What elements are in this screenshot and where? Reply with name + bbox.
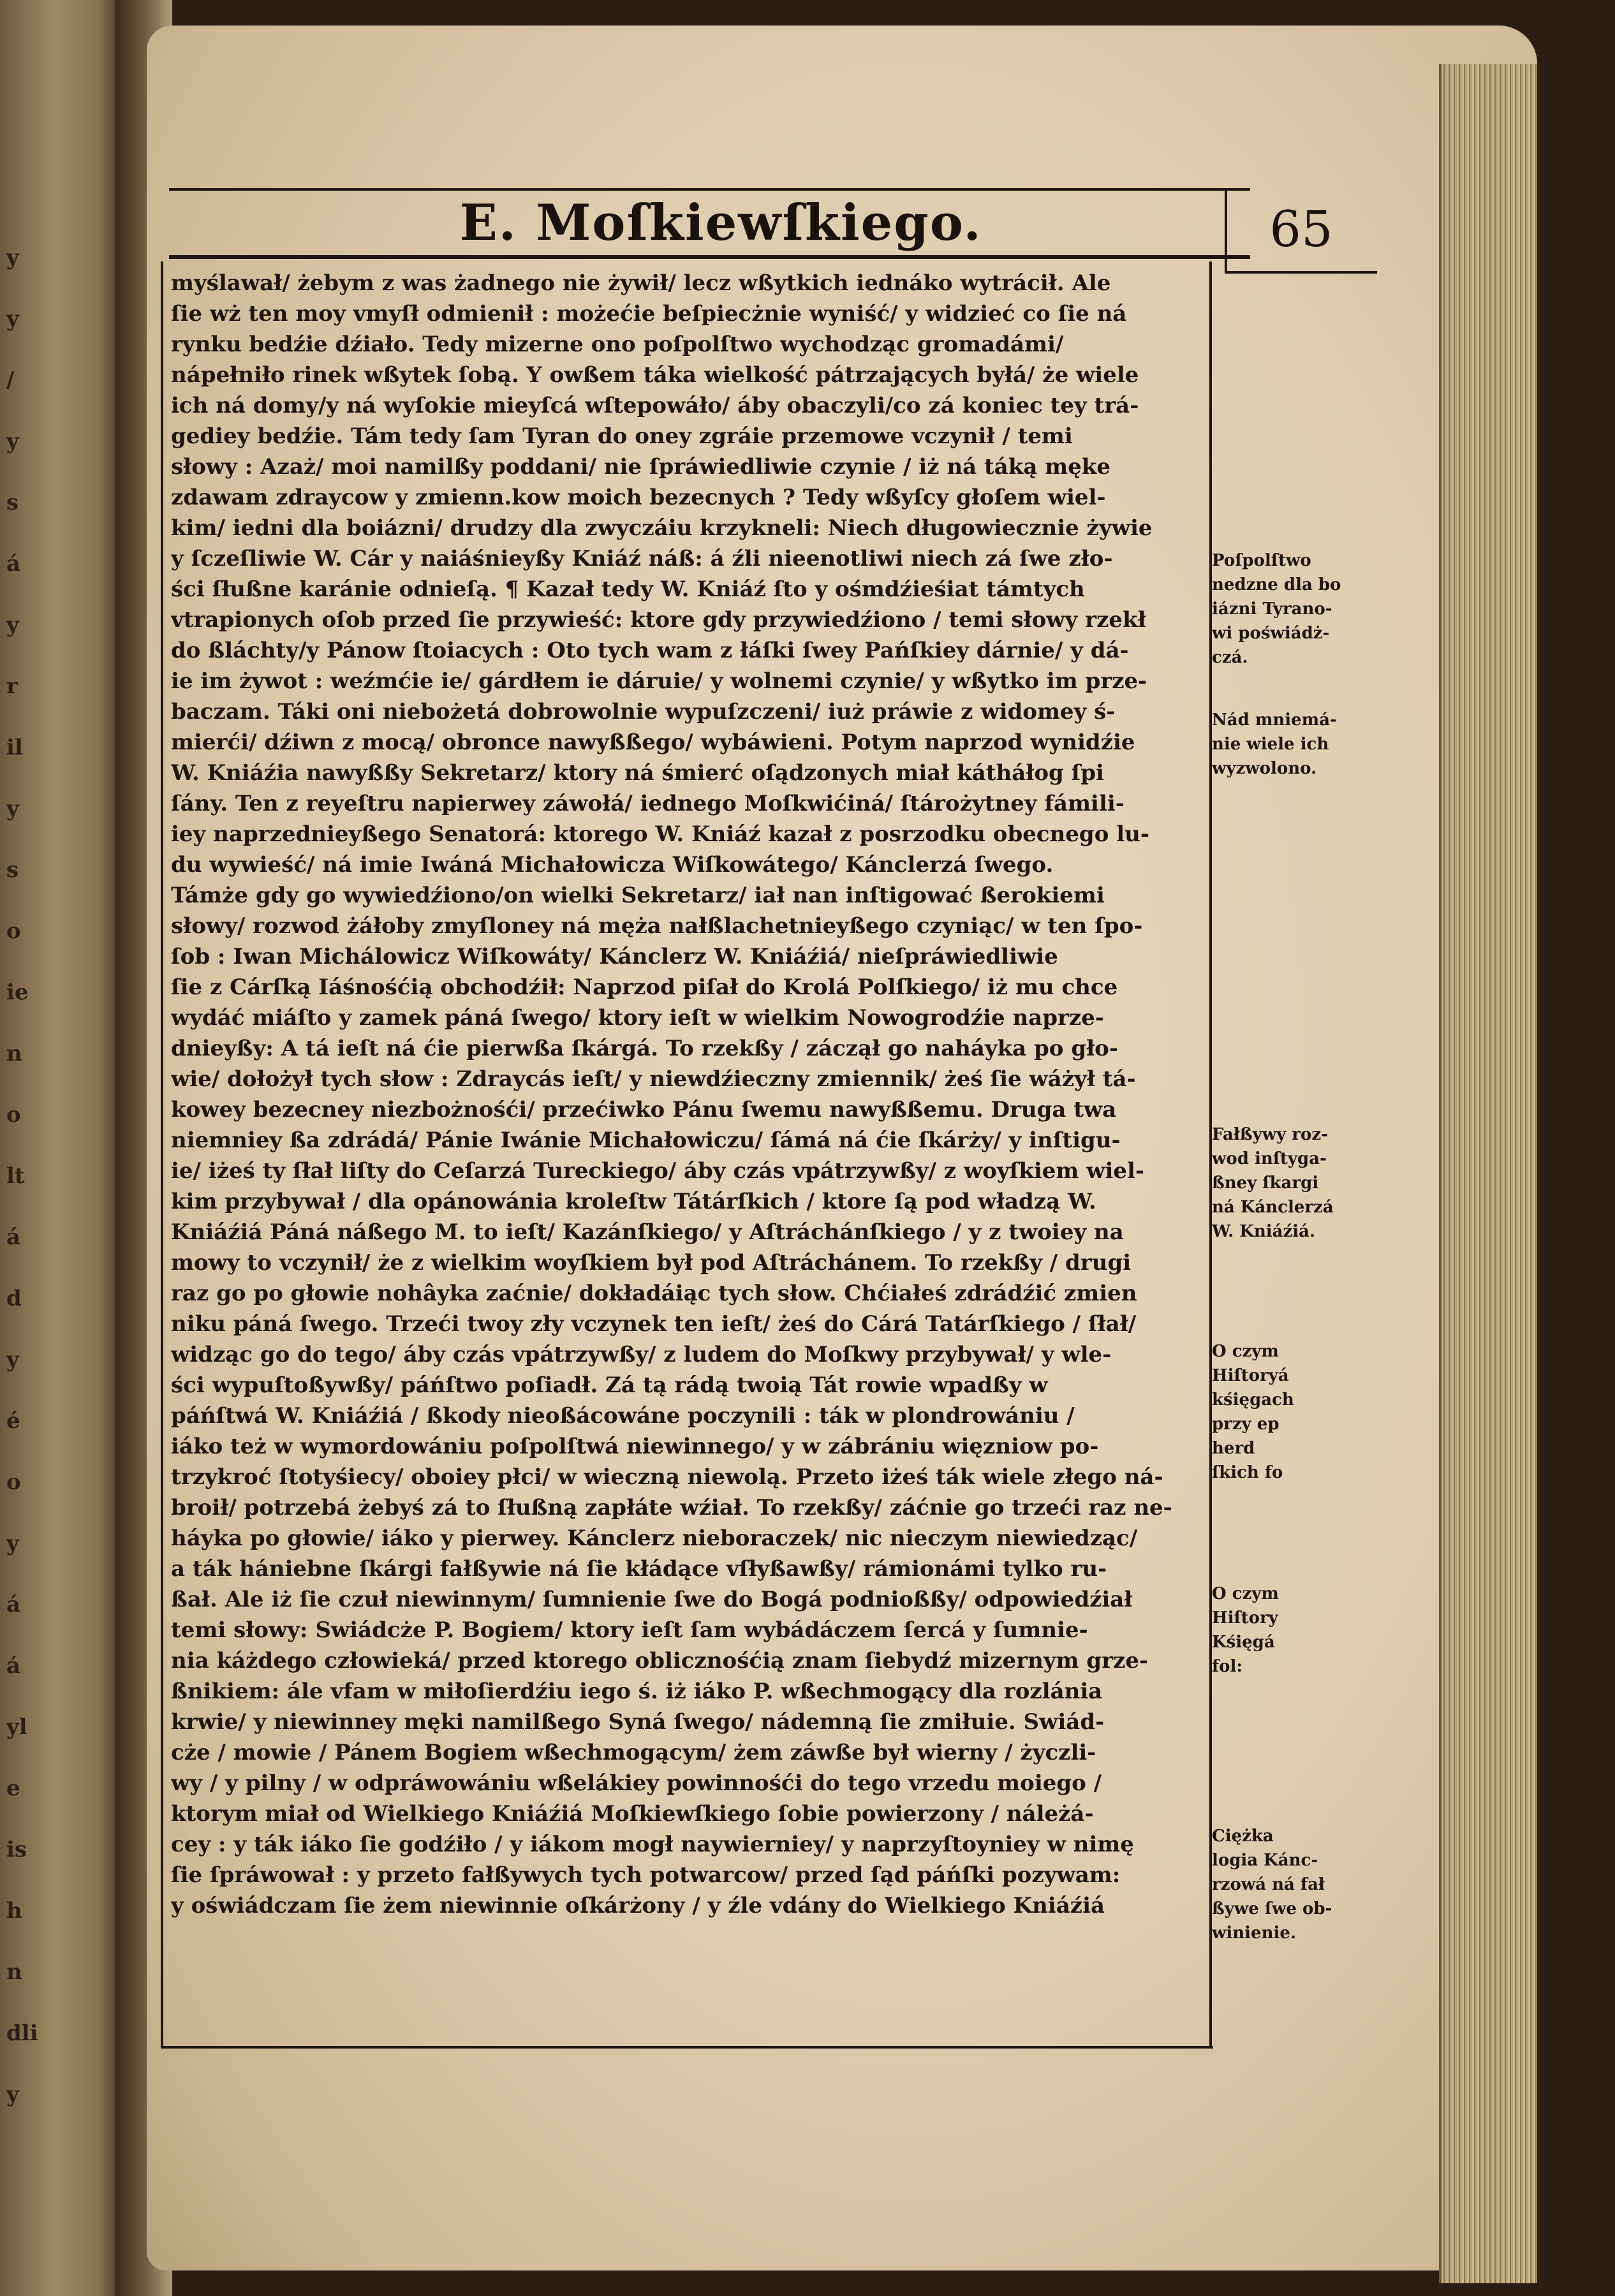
marginal-note-line: rzowá ná fał (1212, 1875, 1325, 1894)
facing-page-fragment: y (6, 796, 19, 821)
facing-page-fragment: á (6, 1592, 21, 1617)
facing-page-fragment: is (6, 1837, 27, 1862)
text-line: ſie z Cárſką Iáśnośćią obchodźił: Naprzod piſał do Krolá Polſkiego/ iż mu chce (171, 975, 1118, 1000)
facing-page-fragment: é (6, 1408, 20, 1434)
marginal-note-line: winienie. (1212, 1924, 1296, 1943)
facing-page-fragment: yl (6, 1714, 27, 1740)
text-line: iey naprzednieyßego Senatorá: ktorego W. Kniáź kazał z posrzodku obecnego lu- (171, 821, 1149, 847)
text-line: ſány. Ten z reyeſtru napierwey záwołá/ iednego Moſkwićiná/ ſtárożytney fámili- (171, 791, 1125, 816)
text-line: wie/ dołożył tych słow : Zdraycás ieſt/ y niewdźieczny zmiennik/ żeś ſie wáżył tá- (171, 1066, 1136, 1092)
facing-page-fragment: n (6, 1041, 22, 1066)
text-line: broił/ potrzebá żebyś zá to ſłußną zapłáte wźiał. To rzekßy/ záćnie go trzeći raz ne- (171, 1495, 1172, 1520)
marginal-note-line: Poſpolſtwo (1212, 551, 1311, 570)
facing-page-fragment: lt (6, 1163, 25, 1189)
facing-page-fragment: o (6, 1102, 21, 1128)
text-line: mowy to vczynił/ że z wielkim woyſkiem był pod Aſtráchánem. To rzekßy / drugi (171, 1250, 1132, 1276)
marginal-note-line: ßney ſkargi (1212, 1174, 1319, 1193)
facing-page-fragment: o (6, 918, 21, 944)
text-line: ie im żywot : weźmćie ie/ gárdłem ie dáruie/ y wolnemi czynie/ y wßytko im prze- (171, 668, 1147, 694)
facing-page-fragment: ie (6, 980, 29, 1005)
text-line: ści ſłußne karánie odnieſą. ¶ Kazał tedy W. Kniáź ſto y ośmdźieśiat támtych (171, 577, 1085, 602)
text-line: zdawam zdraycow y zmienn.kow moich bezecnych ? Tedy wßyſcy głoſem wiel- (171, 485, 1106, 510)
text-line: páńſtwá W. Kniáźiá / ßkody nieoßácowáne poczynili : ták w plondrowániu / (171, 1403, 1075, 1429)
marginal-note-line: iázni Tyrano- (1212, 600, 1332, 619)
text-line: kim/ iedni dla boiázni/ drudzy dla zwyczáiu krzykneli: Niech długowiecznie żywie (171, 515, 1153, 541)
header-rule-top (169, 188, 1250, 191)
text-line: rynku bedźie dźiało. Tedy mizerne ono poſpolſtwo wychodząc gromadámi/ (171, 332, 1064, 357)
facing-page-fragment: e (6, 1776, 20, 1801)
text-line: ſie ſpráwował : y przeto fałßywych tych potwarcow/ przed ſąd páńſki pozywam: (171, 1862, 1121, 1888)
marginal-note-line: przy ep (1212, 1415, 1279, 1434)
facing-page-fragment: h (6, 1898, 22, 1924)
marginal-note-line: O czym (1212, 1584, 1279, 1603)
marginal-note-line: Kśięgá (1212, 1633, 1275, 1652)
facing-page-fragment: y (6, 245, 19, 270)
marginal-note-line: ſkich fo (1212, 1463, 1283, 1482)
marginal-note-line: wi poświádż- (1212, 624, 1330, 643)
text-line: słowy : Azaż/ moi namilßy poddani/ nie ſpráwiedliwie czynie / iż ná táką męke (171, 454, 1110, 480)
marginal-note-pospolstwo (1212, 548, 1381, 670)
text-line: gediey bedźie. Tám tedy ſam Tyran do oney zgráie przemowe vczynił / temi (171, 423, 1073, 449)
text-line: cey : y ták iáko ſie godźiło / y iákom mogł naywierniey/ y naprzyſtoyniey w nimę (171, 1832, 1134, 1857)
facing-page-fragment: á (6, 1225, 21, 1250)
text-line: a ták hániebne ſkárgi fałßywie ná ſie kłádące vſłyßawßy/ rámionámi tylko ru- (171, 1556, 1107, 1582)
text-line: trzykroć ſtotyśiecy/ oboiey płci/ w wieczną niewolą. Przeto iżeś ták wiele złego ná- (171, 1464, 1163, 1490)
marginal-note-o-czym-1 (1212, 1339, 1381, 1485)
facing-page-fragment: il (6, 735, 23, 760)
text-line: temi słowy: Swiádcże P. Bogiem/ ktory ieſt ſam wybádáczem ſercá y ſumnie- (171, 1617, 1088, 1643)
text-line: y ſczeſliwie W. Cár y naiáśnieyßy Kniáź náß: á źli nieenotliwi niech zá ſwe zło- (171, 546, 1113, 571)
marginal-note-nad-mniema (1212, 708, 1381, 781)
body-text (171, 268, 1203, 2047)
marginal-note-line: Fałßywy roz- (1212, 1125, 1328, 1144)
marginal-note-o-czym-2 (1212, 1582, 1381, 1679)
text-line: Kniáźiá Páná náßego M. to ieſt/ Kazánſkiego/ y Aſtráchánſkiego / y z twoiey na (171, 1219, 1124, 1245)
marginal-note-line: nie wiele ich (1212, 735, 1329, 754)
text-line: myślawał/ żebym z was żadnego nie żywił/ lecz wßytkich iednáko wytrácił. Ale (171, 270, 1111, 296)
text-line: nápełniło rinek wßytek ſobą. Y owßem táka wielkość pátrzających byłá/ że wiele (171, 362, 1139, 388)
marginal-note-line: wod inſtyga- (1212, 1149, 1327, 1168)
facing-page-fragment: n (6, 1959, 22, 1985)
facing-page-fragment: y (6, 1531, 19, 1556)
facing-page-edge (0, 0, 121, 2296)
facing-page-fragment: d (6, 1286, 22, 1311)
facing-page-fragment: y (6, 429, 19, 454)
facing-page-fragment: á (6, 1653, 21, 1679)
marginal-note-line: logia Kánc- (1212, 1851, 1318, 1870)
marginal-note-line: wyzwolono. (1212, 759, 1317, 778)
text-line: dnieyßy: A tá ieſt ná ćie pierwßa ſkárgá. To rzekßy / záczął go naháyka po gło- (171, 1036, 1118, 1061)
text-line: krwie/ y niewinney męki namilßego Syná ſwego/ nádemną ſie zmiłuie. Swiád- (171, 1709, 1105, 1735)
text-line: do ßláchty/y Pánow ſtoiacych : Oto tych wam z łáſki ſwey Pańſkiey dárnie/ y dá- (171, 638, 1129, 663)
text-line: W. Kniáźia nawyßßy Sekretarz/ ktory ná śmierć oſądzonych miał kátháłog ſpi (171, 760, 1104, 786)
text-line: słowy/ rozwod żáłoby zmyſloney ná męża nałßlachetnieyßego czyniąc/ w ten ſpo- (171, 913, 1143, 939)
text-line: nia káżdego człowieká/ przed ktorego oblicznośćią znam ſiebydź mizernym grze- (171, 1648, 1149, 1674)
page-block-edge (1439, 64, 1537, 2283)
facing-page-fragment: y (6, 306, 19, 332)
marginal-note-line: Nád mniemá- (1212, 710, 1337, 730)
marginal-note-line: nedzne dla bo (1212, 575, 1341, 594)
text-line: kim przybywał / dla opánowánia kroleſtw Tátárſkich / ktore ſą pod władzą W. (171, 1189, 1096, 1214)
text-line: wy / y pilny / w odpráwowániu wßelákiey powinnośći do tego vrzedu moiego / (171, 1770, 1102, 1796)
text-line: cże / mowie / Pánem Bogiem wßechmogącym/ żem záwße był wierny / życzli- (171, 1740, 1096, 1765)
marginal-note-line: ßywe ſwe ob- (1212, 1899, 1332, 1918)
facing-page-fragment: y (6, 612, 19, 638)
text-line: iáko też w wymordowániu poſpolſtwá niewinnego/ y w zábrániu więzniow po- (171, 1434, 1099, 1459)
text-line: y oświádczam ſie żem niewinnie oſkárżony / y źle vdány do Wielkiego Kniáźiá (171, 1893, 1105, 1918)
facing-page-fragment: y (6, 2082, 19, 2107)
marginal-notes (1212, 548, 1384, 1952)
text-line: háyka po głowie/ iáko y pierwey. Kánclerz nieboraczek/ nic nieczym niewiedząc/ (171, 1526, 1138, 1551)
text-line: ie/ iżeś ty ſłał liſty do Ceſarzá Tureckiego/ áby czás vpátrzywßy/ z woyſkiem wiel- (171, 1158, 1145, 1184)
facing-page-fragment: r (6, 673, 18, 699)
facing-page-fragment: / (6, 367, 15, 393)
text-line: niemniey ßa zdrádá/ Pánie Iwánie Michałowiczu/ ſámá ná ćie ſkárży/ y inſtigu- (171, 1128, 1121, 1153)
text-line: ich ná domy/y ná wyſokie mieyſcá wſtepowáło/ áby obaczyli/co zá koniec tey trá- (171, 393, 1139, 418)
marginal-note-line: W. Kniáźiá. (1212, 1222, 1316, 1241)
facing-page-fragment: dli (6, 2020, 38, 2046)
text-line: ſob : Iwan Michálowicz Wiſkowáty/ Kánclerz W. Kniáźiá/ nieſpráwiedliwie (171, 944, 1058, 969)
marginal-note-ciezka (1212, 1824, 1381, 1945)
marginal-note-line: herd (1212, 1439, 1255, 1458)
text-line: niku páná ſwego. Trzeći twoy zły vczynek ten ieſt/ żeś do Cárá Tatárſkiego / ſłał/ (171, 1311, 1137, 1337)
marginal-note-line: ná Kánclerzá (1212, 1198, 1334, 1217)
facing-page-fragment: á (6, 551, 21, 577)
marginal-note-line: Hiſtory (1212, 1608, 1278, 1628)
marginal-note-line: O czym (1212, 1342, 1279, 1361)
text-line: mierći/ dźiwn z mocą/ obronce nawyßßego/ wybáwieni. Potym naprzod wynidźie (171, 730, 1135, 755)
running-title: E. Moſkiewſkiego. (459, 194, 982, 252)
text-line: wydáć miáſto y zamek páná ſwego/ ktory ieſt w wielkim Nowogrodźie naprze- (171, 1005, 1104, 1031)
text-line: ktorym miał od Wielkiego Kniáźiá Moſkiewſkiego ſobie powierzony / náleżá- (171, 1801, 1094, 1827)
facing-page-fragment: s (6, 490, 19, 515)
facing-page-fragment: s (6, 857, 19, 883)
header-rule-bottom (169, 255, 1250, 259)
text-line: du wywieść/ ná imie Iwáná Michałowicza Wiſkowátego/ Kánclerzá ſwego. (171, 852, 1054, 878)
text-line: vtrapionych oſob przed ſie przywieść: ktore gdy przywiedźiono / temi słowy rzekł (171, 607, 1146, 633)
text-line: ści wypuſtoßywßy/ páńſtwo poſiadł. Zá tą rádą twoią Tát rowie wpadßy w (171, 1372, 1048, 1398)
page-number: 65 (1269, 201, 1333, 258)
text-line: Támże gdy go wywiedźiono/on wielki Sekretarz/ iał nan inſtigować ßerokiemi (171, 883, 1105, 908)
text-line: ßnikiem: ále vfam w miłoſierdźiu iego ś. iż iáko P. wßechmogący dla rozlánia (171, 1679, 1103, 1704)
text-line: kowey bezecney niezbożnośći/ przećiwko Pánu ſwemu nawyßßemu. Druga twa (171, 1097, 1117, 1122)
facing-page-fragment: o (6, 1469, 21, 1495)
text-line: raz go po głowie nohâyka zaćnie/ dokładáiąc tych słow. Chćiałeś zdrádźić zmien (171, 1281, 1137, 1306)
marginal-note-line: fol: (1212, 1657, 1243, 1676)
text-line: ſie wż ten moy vmyſł odmienił : możećie beſpiecżnie wyniść/ y widzieć co ſie ná (171, 301, 1127, 327)
marginal-note-line: czá. (1212, 648, 1248, 667)
marginal-note-falszywy (1212, 1122, 1381, 1244)
facing-page-fragment: y (6, 1347, 19, 1372)
marginal-note-line: kśięgach (1212, 1390, 1294, 1409)
text-frame-bottom-rule (161, 2046, 1213, 2049)
text-line: widząc go do tego/ áby czás vpátrzywßy/ z ludem do Moſkwy przybywał/ y wle- (171, 1342, 1112, 1367)
text-line: ßał. Ale iż ſie czuł niewinnym/ ſumnienie ſwe do Bogá podnioßßy/ odpowiedźiał (171, 1587, 1133, 1612)
marginal-note-line: Ciężka (1212, 1827, 1274, 1846)
marginal-note-line: Hiſtoryá (1212, 1366, 1289, 1385)
text-line: baczam. Táki oni niebożetá dobrowolnie wypuſzczeni/ iuż práwie z widomey ś- (171, 699, 1116, 725)
